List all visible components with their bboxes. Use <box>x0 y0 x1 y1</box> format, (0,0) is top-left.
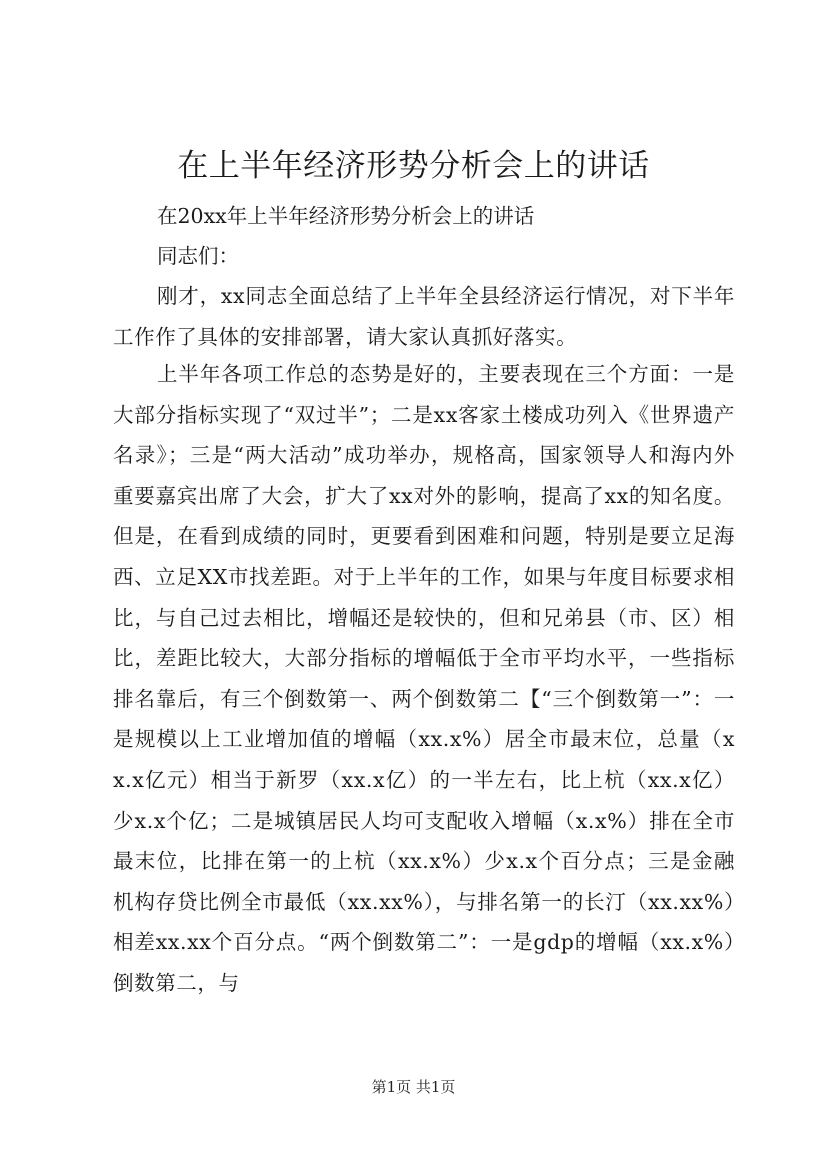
body-paragraph-1: 刚才，xx同志全面总结了上半年全县经济运行情况，对下半年工作作了具体的安排部署，请大家认真抓好落实。 <box>113 284 735 349</box>
page-footer: 第1页 共1页 <box>371 1078 456 1096</box>
greeting-line: 同志们： <box>157 244 239 268</box>
document-title: 在上半年经济形势分析会上的讲话 <box>177 148 650 184</box>
document-subtitle: 在20xx年上半年经济形势分析会上的讲话 <box>157 204 535 228</box>
body-paragraph-2: 上半年各项工作总的态势是好的，主要表现在三个方面：一是大部分指标实现了“双过半”；二是xx客家土楼成功列入《世界遗产名录》；三是“两大活动”成功举办，规格高，国家领导人和海内外重要嘉宾出席了大会，扩大了xx对外的影响，提高了xx的知名度。但是，在看到成绩的同时，更要看到困难和问题，特别是要立足海西、立足XX市找差距。对于上半年的工作，如果与年度目标要求相比，与自己过去相比，增幅还是较快的，但和兄弟县（市、区）相比，差距比较大，大部分指标的增幅低于全市平均水平，一些指标排名靠后，有三个倒数第一、两个倒数第二【“三个倒数第一”：一是规模以上工业增加值的增幅（xx.x%）居全市最末位，总量（xx.x亿元）相当于新罗（xx.x亿）的一半左右，比上杭（xx.x亿）少x.x个亿；二是城镇居民人均可支配收入增幅（x.x%）排在全市最末位，比排在第一的上杭（xx.x%）少x.x个百分点；三是金融机构存贷比例全市最低（xx.xx%），与排名第一的长汀（xx.xx%）相差xx.xx个百分点。“两个倒数第二”：一是gdp的增幅（xx.x%）倒数第二，与 <box>113 362 735 995</box>
